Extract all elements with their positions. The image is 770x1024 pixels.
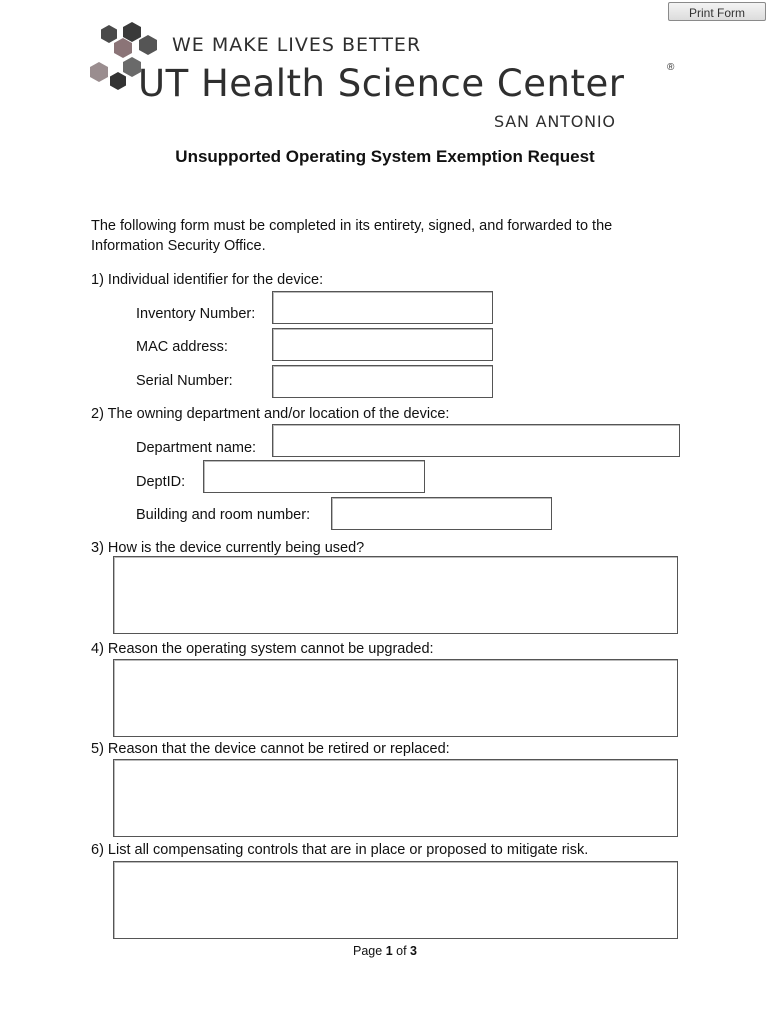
upgrade-reason-field[interactable] — [113, 659, 678, 737]
deptid-field[interactable] — [203, 460, 425, 493]
question-3: 3) How is the device currently being used? — [91, 540, 365, 556]
logo-hexagon — [110, 72, 126, 90]
device-usage-field[interactable] — [113, 556, 678, 634]
logo-name: UT Health Science Center — [138, 62, 625, 105]
building-label: Building and room number: — [136, 507, 311, 523]
current-page: 1 — [385, 944, 393, 958]
page-footer — [0, 944, 770, 958]
logo-hexagon — [123, 22, 141, 42]
mac-address-field[interactable] — [272, 328, 493, 361]
mac-label: MAC address: — [136, 339, 228, 355]
logo-hexagon — [139, 35, 157, 55]
question-2: 2) The owning department and/or location of the device: — [91, 406, 450, 422]
question-6: 6) List all compensating controls that are in place or proposed to mitigate risk. — [91, 842, 589, 858]
total-pages: 3 — [410, 944, 417, 958]
logo-hexagon — [90, 62, 108, 82]
logo-location: SAN ANTONIO — [494, 112, 616, 131]
inventory-number-field[interactable] — [272, 291, 493, 324]
deptid-label: DeptID: — [136, 474, 186, 490]
logo-tagline: WE MAKE LIVES BETTER — [172, 34, 422, 56]
retire-reason-field[interactable] — [113, 759, 678, 837]
question-5: 5) Reason that the device cannot be retired or replaced: — [91, 741, 450, 757]
question-4: 4) Reason the operating system cannot be upgraded: — [91, 641, 434, 657]
logo-hexagon — [101, 25, 117, 43]
serial-label: Serial Number: — [136, 373, 233, 389]
registered-mark: ® — [667, 62, 675, 73]
page-word: Page — [353, 944, 383, 958]
department-label: Department name: — [136, 440, 257, 456]
page-title: Unsupported Operating System Exemption Request — [175, 147, 595, 166]
intro-text-line-2: Information Security Office. — [91, 238, 266, 254]
department-name-field[interactable] — [272, 424, 680, 457]
logo-hexagon — [114, 38, 132, 58]
serial-number-field[interactable] — [272, 365, 493, 398]
question-1: 1) Individual identifier for the device: — [91, 272, 324, 288]
print-form-button[interactable]: Print Form — [668, 2, 766, 21]
inventory-label: Inventory Number: — [136, 306, 256, 322]
compensating-controls-field[interactable] — [113, 861, 678, 939]
intro-text-line-1: The following form must be completed in its entirety, signed, and forwarded to the — [91, 218, 613, 234]
building-room-field[interactable] — [331, 497, 552, 530]
of-word: of — [396, 944, 407, 958]
